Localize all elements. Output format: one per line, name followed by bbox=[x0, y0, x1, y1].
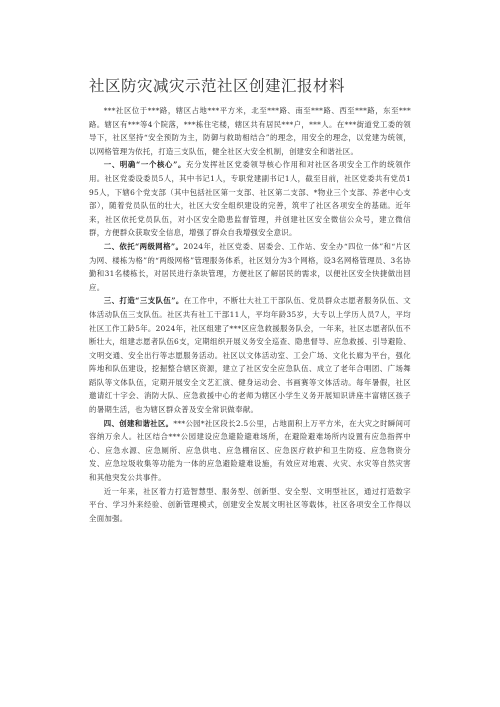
paragraph-text: ***公园*社区段长2.5公里，占地面积上万平方米，在大灾之时瞬间可容纳万余人。社区结合***公园建设应急避险避难场所，在避险避难场所内设置有应急指挥中心、应急水源、应急厕所、应急供电、应急棚宿区、应急医疗救护和卫生防疫、应急物资分发、应急垃圾收集等功能为一体的应急避险避难设施，有效应对地震、火灾、水灾等自然灾害和其他突发公共事件。 bbox=[89, 418, 411, 483]
paragraph-summary bbox=[89, 485, 411, 526]
paragraph-text: 近一年来，社区着力打造智慧型、服务型、创新型、安全型、文明型社区，通过打造数字平台、学习外来经验、创新管理模式，创建安全发展文明社区等载体，社区各项安全工作得以全面加强。 bbox=[89, 486, 411, 523]
paragraph-lead: 三、打造“三支队伍”。 bbox=[103, 296, 184, 306]
paragraph-lead: 一、明确“一个核心”。 bbox=[103, 160, 187, 170]
paragraph-harmony bbox=[89, 417, 411, 485]
paragraph-core bbox=[89, 158, 411, 240]
paragraph-grid bbox=[89, 240, 411, 294]
paragraph-text: 充分发挥社区党委领导核心作用和对社区各项安全工作的统领作用。社区党委设委员5人，其中书记1人，专职党建副书记1人，截至目前，社区党委共有党员195人，下辖6个党支部（其中包括社区第一支部、社区第二支部、*物业三个支部、养老中心支部），随着党员队伍的壮大，社区大安全组织建设的完善，筑牢了社区各项安全的基础。近年来，社区依托党员队伍，对小区安全隐患监督管理，并创建社区安全微信公众号，建立微信群，方便群众获取安全信息，增强了群众自我增强安全意识。 bbox=[89, 160, 412, 238]
paragraph-text: ***社区位于***路，辖区占地***平方米，北至***路、南至***路、西至***路，东至***路。辖区有***等4个院落，***栋住宅楼，辖区共有居民***户，***人。在***街道党工委的领导下，社区坚持“安全预防为主，防御与救助相结合”的理念，用安全的理念，以党建为统领，以网格管理为依托，打造三支队伍，健全社区大安全机制，创建安全和谐社区。 bbox=[89, 106, 411, 156]
document-body bbox=[89, 104, 411, 525]
paragraph-lead: 四、创建和谐社区。 bbox=[103, 418, 174, 428]
paragraph-teams bbox=[89, 294, 411, 416]
paragraph-intro bbox=[89, 104, 411, 158]
paragraph-lead: 二、依托“两级网格”。 bbox=[103, 241, 184, 251]
paragraph-text: 在工作中，不断壮大社工干部队伍、党员群众志愿者服务队伍、文体活动队伍三支队伍。社区共有社工干部11人，平均年龄35岁，大专以上学历人员7人，平均社区工作工龄5年。2024年，社区组建了***区应急救援服务队会，一年来，社区志愿者队伍不断壮大，组建志愿者队伍6支，定期组织开展义务安全巡查、隐患督导、应急救援、引导避险、文明交通、安全出行等志愿服务活动。社区以文体活动室、工会广场、文化长廊为平台，强化阵地和队伍建设，挖掘整合辖区资源，建立了社区安全应急队伍、成立了老年合唱团、广场舞蹈队等文体队伍，定期开展安全文艺汇演、健身运动会、书画赛等文体活动。每年暑假，社区邀请红十字会、消防大队、应急救援中心的老师为辖区小学生义务开展知识讲座丰富辖区孩子的暑期生活，也为辖区群众普及安全常识做奉献。 bbox=[89, 296, 411, 415]
paragraph-text: 2024年，社区党委、居委会、工作站、安全办“四位一体”和“片区为网、楼栋为格”的“两级网格”管理服务体系，社区划分为3个网格，设3名网格管理员、3名协勤和31名楼栋长，对居民进行条块管理，方便社区了解居民的需求，以便社区安全快捷做出回应。 bbox=[89, 241, 412, 292]
document-title: 社区防灾减灾示范社区创建汇报材料 bbox=[89, 77, 346, 95]
